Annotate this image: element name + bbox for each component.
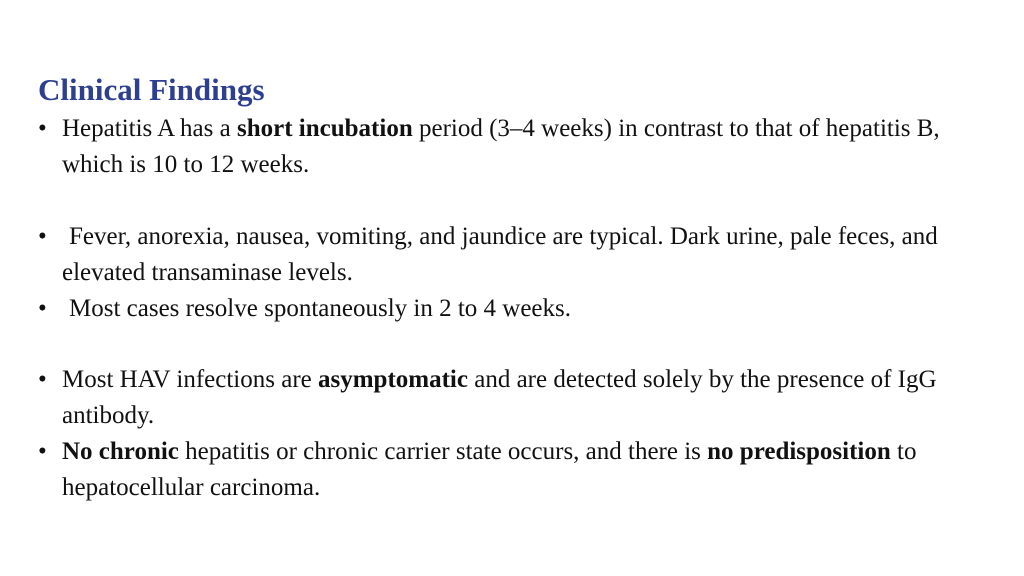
bullet-icon: • (38, 115, 47, 142)
bullet-item-incubation (38, 111, 998, 183)
bullet-text-part: Hepatitis A has a (62, 115, 237, 142)
bullet-text-part: Most HAV infections are (62, 366, 318, 393)
bullet-icon: • (38, 295, 47, 322)
bullet-text (62, 111, 998, 183)
bullet-icon: • (38, 366, 47, 393)
bullet-text (62, 434, 998, 506)
bullet-text-emphasis: short incubation (236, 115, 413, 142)
bullet-text-part: Fever, anorexia, nausea, vomiting, and jaundice are typical. Dark urine, pale feces, and elevated transaminase levels. (62, 223, 938, 286)
bullet-text (62, 291, 998, 327)
slide-title: Clinical Findings (38, 72, 265, 107)
bullet-text-part: Most cases resolve spontaneously in 2 to 4 weeks. (69, 295, 572, 322)
bullet-text-part: hepatitis or chronic carrier state occurs, and there is (178, 438, 708, 465)
bullet-icon: • (38, 438, 47, 465)
bullet-text (62, 362, 998, 434)
bullet-text-emphasis: no predisposition (707, 438, 891, 465)
bullet-text-emphasis: asymptomatic (318, 366, 468, 393)
bullet-text (62, 219, 998, 291)
bullet-text-part: and are detected solely by the presence of IgG antibody. (62, 366, 937, 429)
bullet-item-resolution (38, 291, 998, 327)
bullet-text-emphasis: No chronic (62, 438, 179, 465)
bullet-item-no-chronic (38, 434, 998, 506)
bullet-item-symptoms (38, 219, 998, 291)
bullet-text-part: period (3–4 weeks) in contrast to that of hepatitis B, which is 10 to 12 weeks. (62, 115, 940, 178)
bullet-item-asymptomatic (38, 362, 998, 434)
bullet-text-part: to hepatocellular carcinoma. (62, 438, 917, 501)
bullet-icon: • (38, 223, 47, 250)
